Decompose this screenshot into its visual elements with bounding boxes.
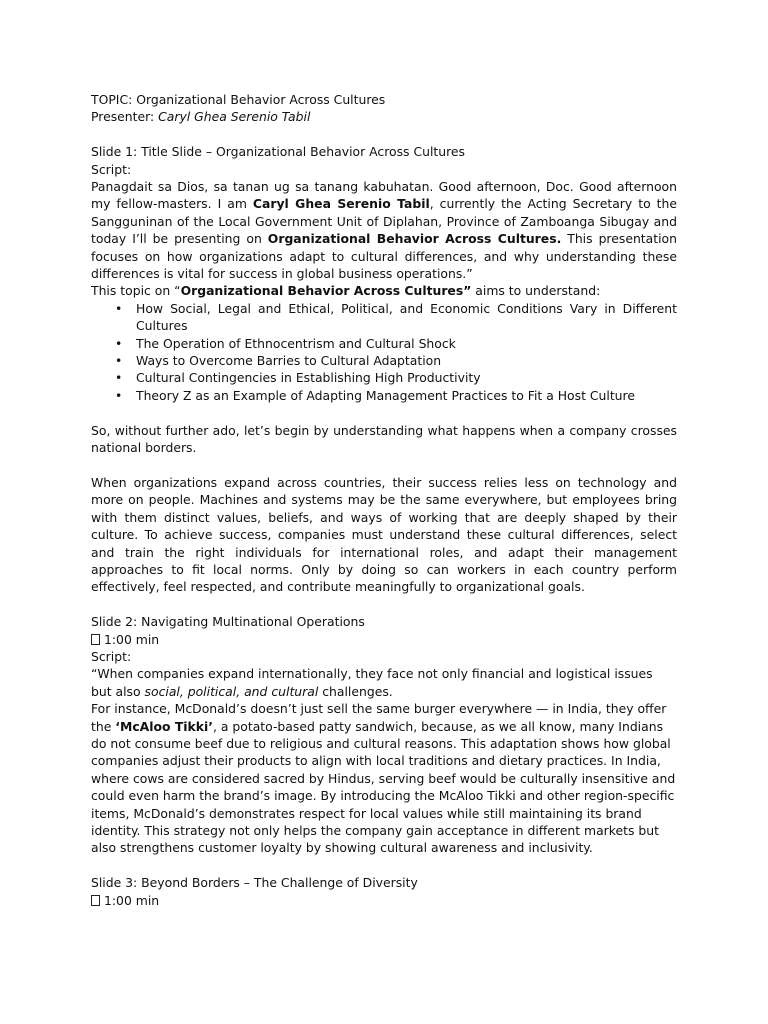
slide2-duration	[91, 631, 677, 648]
slide2-mcdonalds-paragraph	[91, 700, 677, 857]
presenter-name-bold: Caryl Ghea Serenio Tabil	[252, 196, 430, 212]
duration-text: 1:00 min	[104, 631, 160, 647]
topic-bold: Organizational Behavior Across Cultures.	[267, 231, 562, 247]
text-run: For instance, McDonald’s doesn’t just sell the same burger everywhere — in India, they offer the	[91, 701, 667, 734]
slide3-heading: Slide 3: Beyond Borders – The Challenge of Diversity	[91, 875, 418, 891]
list-item: • Theory Z as an Example of Adapting Management Practices to Fit a Host Culture	[91, 387, 677, 404]
spacer	[91, 126, 677, 143]
list-item: • Cultural Contingencies in Establishing High Productivity	[91, 369, 677, 386]
text-run: “When companies expand internationally, they face not only financial and logistical issues but also	[91, 666, 653, 699]
timer-icon	[91, 895, 100, 906]
slide1-intro-paragraph	[91, 178, 677, 282]
spacer	[91, 596, 677, 613]
text-run: , currently the Acting Secretary to the Sangguninan of the Local Government Unit of Diplahan, Province of Zamboanga Sibugay and today I’ll be presenting on	[91, 196, 678, 247]
text-run: aims to understand:	[471, 283, 601, 299]
slide1-aims-paragraph	[91, 282, 677, 299]
timer-icon	[91, 634, 100, 645]
slide2-heading: Slide 2: Navigating Multinational Operations	[91, 614, 365, 630]
list-item: • The Operation of Ethnocentrism and Cultural Shock	[91, 335, 677, 352]
text-run: challenges.	[318, 683, 393, 699]
slide1-heading: Slide 1: Title Slide – Organizational Behavior Across Cultures	[91, 144, 466, 160]
spacer	[91, 857, 677, 874]
product-name-bold: ‘McAloo Tikki’	[115, 718, 213, 734]
text-run: Panagdait sa Dios, sa tanan ug sa tanang kabuhatan. Good afternoon, Doc. Good afternoon my fellow-masters. I am	[91, 179, 677, 212]
document-page	[91, 91, 677, 909]
topic-bold: Organizational Behavior Across Cultures”	[180, 283, 472, 299]
presenter-name: Caryl Ghea Serenio Tabil	[158, 109, 311, 125]
text-run: This topic on “	[91, 283, 181, 299]
spacer	[91, 404, 677, 421]
topics-list	[91, 300, 677, 404]
slide3-duration	[91, 892, 677, 909]
text-run: This presentation focuses on how organizations adapt to cultural differences, and why understanding these differences is vital for success in global business operations.”	[91, 231, 677, 282]
text-run: , a potato-based patty sandwich, because, as we all know, many Indians do not consume beef due to religious and cultural reasons. This adaptation shows how global companies adjust their products to align with local traditions and dietary practices. In India, where cows are considered sacred by Hindus, serving beef would be culturally insensitive and could even harm the brand’s image. By introducing the McAloo Tikki and other region-specific items, McDonald’s demonstrates respect for local values while still maintaining its brand identity. This strategy not only helps the company gain acceptance in different markets but also strengthens customer loyalty by showing cultural awareness and inclusivity.	[91, 718, 676, 856]
topic-line: TOPIC: Organizational Behavior Across Cultures	[91, 92, 386, 107]
slide2-script-label: Script:	[91, 648, 132, 664]
list-item: • How Social, Legal and Ethical, Political, and Economic Conditions Vary in Different Cultures	[91, 300, 677, 335]
presenter-line	[91, 108, 677, 125]
slide2-challenges-paragraph	[91, 665, 677, 700]
presenter-label: Presenter:	[91, 109, 159, 125]
spacer	[91, 457, 677, 474]
slide1-script-label: Script:	[91, 161, 132, 177]
emphasis-text: social, political, and cultural	[144, 683, 319, 699]
slide1-transition-paragraph: So, without further ado, let’s begin by understanding what happens when a company crosses national borders.	[91, 422, 677, 456]
list-item: • Ways to Overcome Barries to Cultural Adaptation	[91, 352, 677, 369]
slide1-body-paragraph: When organizations expand across countries, their success relies less on technology and more on people. Machines and systems may be the same everywhere, but employees bring with them distinct values, beliefs, and ways of working that are deeply shaped by their culture. To achieve success, companies must understand these cultural differences, select and train the right individuals for international roles, and adapt their management approaches to fit local norms. Only by doing so can workers in each country perform effectively, feel respected, and contribute meaningfully to organizational goals.	[91, 474, 677, 595]
duration-text: 1:00 min	[104, 892, 160, 908]
